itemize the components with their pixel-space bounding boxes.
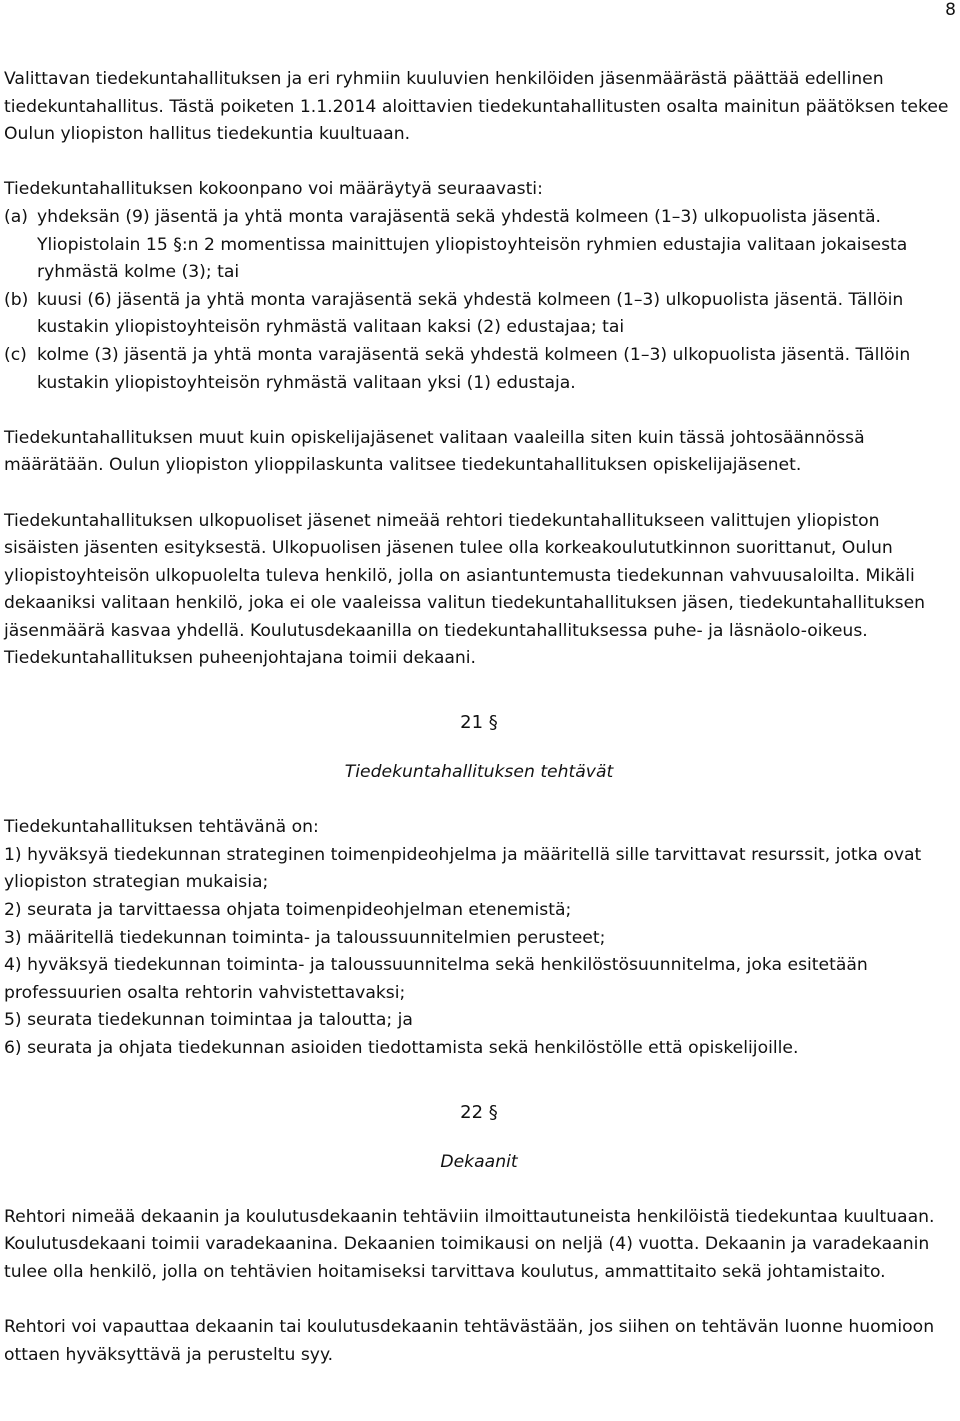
task-item: 3) määritellä tiedekunnan toiminta- ja taloussuunnitelmien perusteet;: [4, 927, 606, 948]
option-text: yhdeksän (9) jäsentä ja yhtä monta varajäsentä sekä yhdestä kolmeen (1–3) ulkopuolista jäsentä. Yliopistolain 15 §:n 2 momentissa mainittujen yliopistoyhteisön ryhmien edustajia valitaan jokaisesta ryhmästä kolme (3); tai: [37, 206, 908, 283]
option-label: (a): [4, 206, 28, 227]
composition-block: [4, 176, 954, 397]
external-members-paragraph: Tiedekuntahallituksen ulkopuoliset jäsenet nimeää rehtori tiedekuntahallitukseen valittujen yliopiston sisäisten jäsenten esityksestä. Ulkopuolisen jäsenen tulee olla korkeakoulututkinnon suorittanut, Oulun yliopistoyhteisön ulkopuolelta tuleva henkilö, jolla on asiantuntemusta tiedekunnan vahvuusaloilta. Mikäli dekaaniksi valitaan henkilö, joka ei ole vaaleissa valitun tiedekuntahallituksen jäsen, tiedekuntahallituksen jäsenmäärä kasvaa yhdellä. Koulutusdekaanilla on tiedekuntahallituksessa puhe- ja läsnäolo-oikeus. Tiedekuntahallituksen puheenjohtajana toimii dekaani.: [4, 510, 926, 669]
composition-option-a: [4, 204, 954, 287]
page-number: 8: [945, 0, 956, 20]
composition-lead: Tiedekuntahallituksen kokoonpano voi määräytyä seuraavasti:: [4, 179, 543, 200]
deans-dismissal-paragraph: Rehtori voi vapauttaa dekaanin tai koulutusdekaanin tehtävästään, jos siihen on tehtävän luonne huomioon ottaen hyväksyttävä ja perusteltu syy.: [4, 1317, 935, 1365]
section-21-title: Tiedekuntahallituksen tehtävät: [344, 762, 614, 783]
task-item: 5) seurata tiedekunnan toimintaa ja taloutta; ja: [4, 1010, 413, 1031]
section-21-tasks: [4, 814, 954, 1062]
section-22-number: 22 §: [460, 1101, 498, 1123]
document-body: [4, 66, 954, 1369]
composition-option-b: [4, 287, 954, 342]
option-label: (b): [4, 289, 29, 310]
section-21-number: 21 §: [460, 712, 498, 734]
option-text: kuusi (6) jäsentä ja yhtä monta varajäsentä sekä yhdestä kolmeen (1–3) ulkopuolista jäsentä. Tällöin kustakin yliopistoyhteisön ryhmästä valitaan kaksi (2) edustajaa; tai: [37, 289, 904, 338]
section-22-title: Dekaanit: [440, 1151, 518, 1172]
elections-paragraph: Tiedekuntahallituksen muut kuin opiskelijajäsenet valitaan vaaleilla siten kuin tässä johtosäännössä määrätään. Oulun yliopiston ylioppilaskunta valitsee tiedekuntahallituksen opiskelijajäsenet.: [4, 427, 865, 476]
tasks-lead: Tiedekuntahallituksen tehtävänä on:: [4, 817, 319, 838]
composition-option-c: [4, 342, 954, 397]
task-item: 1) hyväksyä tiedekunnan strateginen toimenpideohjelma ja määritellä sille tarvittavat resurssit, jotka ovat yliopiston strategian mukaisia;: [4, 844, 922, 893]
option-text: kolme (3) jäsentä ja yhtä monta varajäsentä sekä yhdestä kolmeen (1–3) ulkopuolista jäsentä. Tällöin kustakin yliopistoyhteisön ryhmästä valitaan yksi (1) edustaja.: [37, 344, 911, 393]
task-item: 6) seurata ja ohjata tiedekunnan asioiden tiedottamista sekä henkilöstölle että opiskelijoille.: [4, 1038, 799, 1058]
task-item: 4) hyväksyä tiedekunnan toiminta- ja taloussuunnitelma sekä henkilöstösuunnitelma, joka esitetään professuurien osalta rehtorin vahvistettavaksi;: [4, 955, 868, 1003]
deans-paragraph: Rehtori nimeää dekaanin ja koulutusdekaanin tehtäviin ilmoittautuneista henkilöistä tiedekuntaa kuultuaan. Koulutusdekaani toimii varadekaanina. Dekaanien toimikausi on neljä (4) vuotta. Dekaanin ja varadekaanin tulee olla henkilö, jolla on tehtävien hoitamiseksi tarvittava koulutus, ammattitaito sekä johtamistaito.: [4, 1206, 935, 1282]
task-item: 2) seurata ja tarvittaessa ohjata toimenpideohjelman etenemistä;: [4, 900, 572, 921]
option-label: (c): [4, 344, 27, 365]
intro-paragraph: Valittavan tiedekuntahallituksen ja eri ryhmiin kuuluvien henkilöiden jäsenmäärästä päättää edellinen tiedekuntahallitus. Tästä poiketen 1.1.2014 aloittavien tiedekuntahallitusten osalta mainitun päätöksen tekee Oulun yliopiston hallitus tiedekuntia kuultuaan.: [4, 69, 949, 145]
